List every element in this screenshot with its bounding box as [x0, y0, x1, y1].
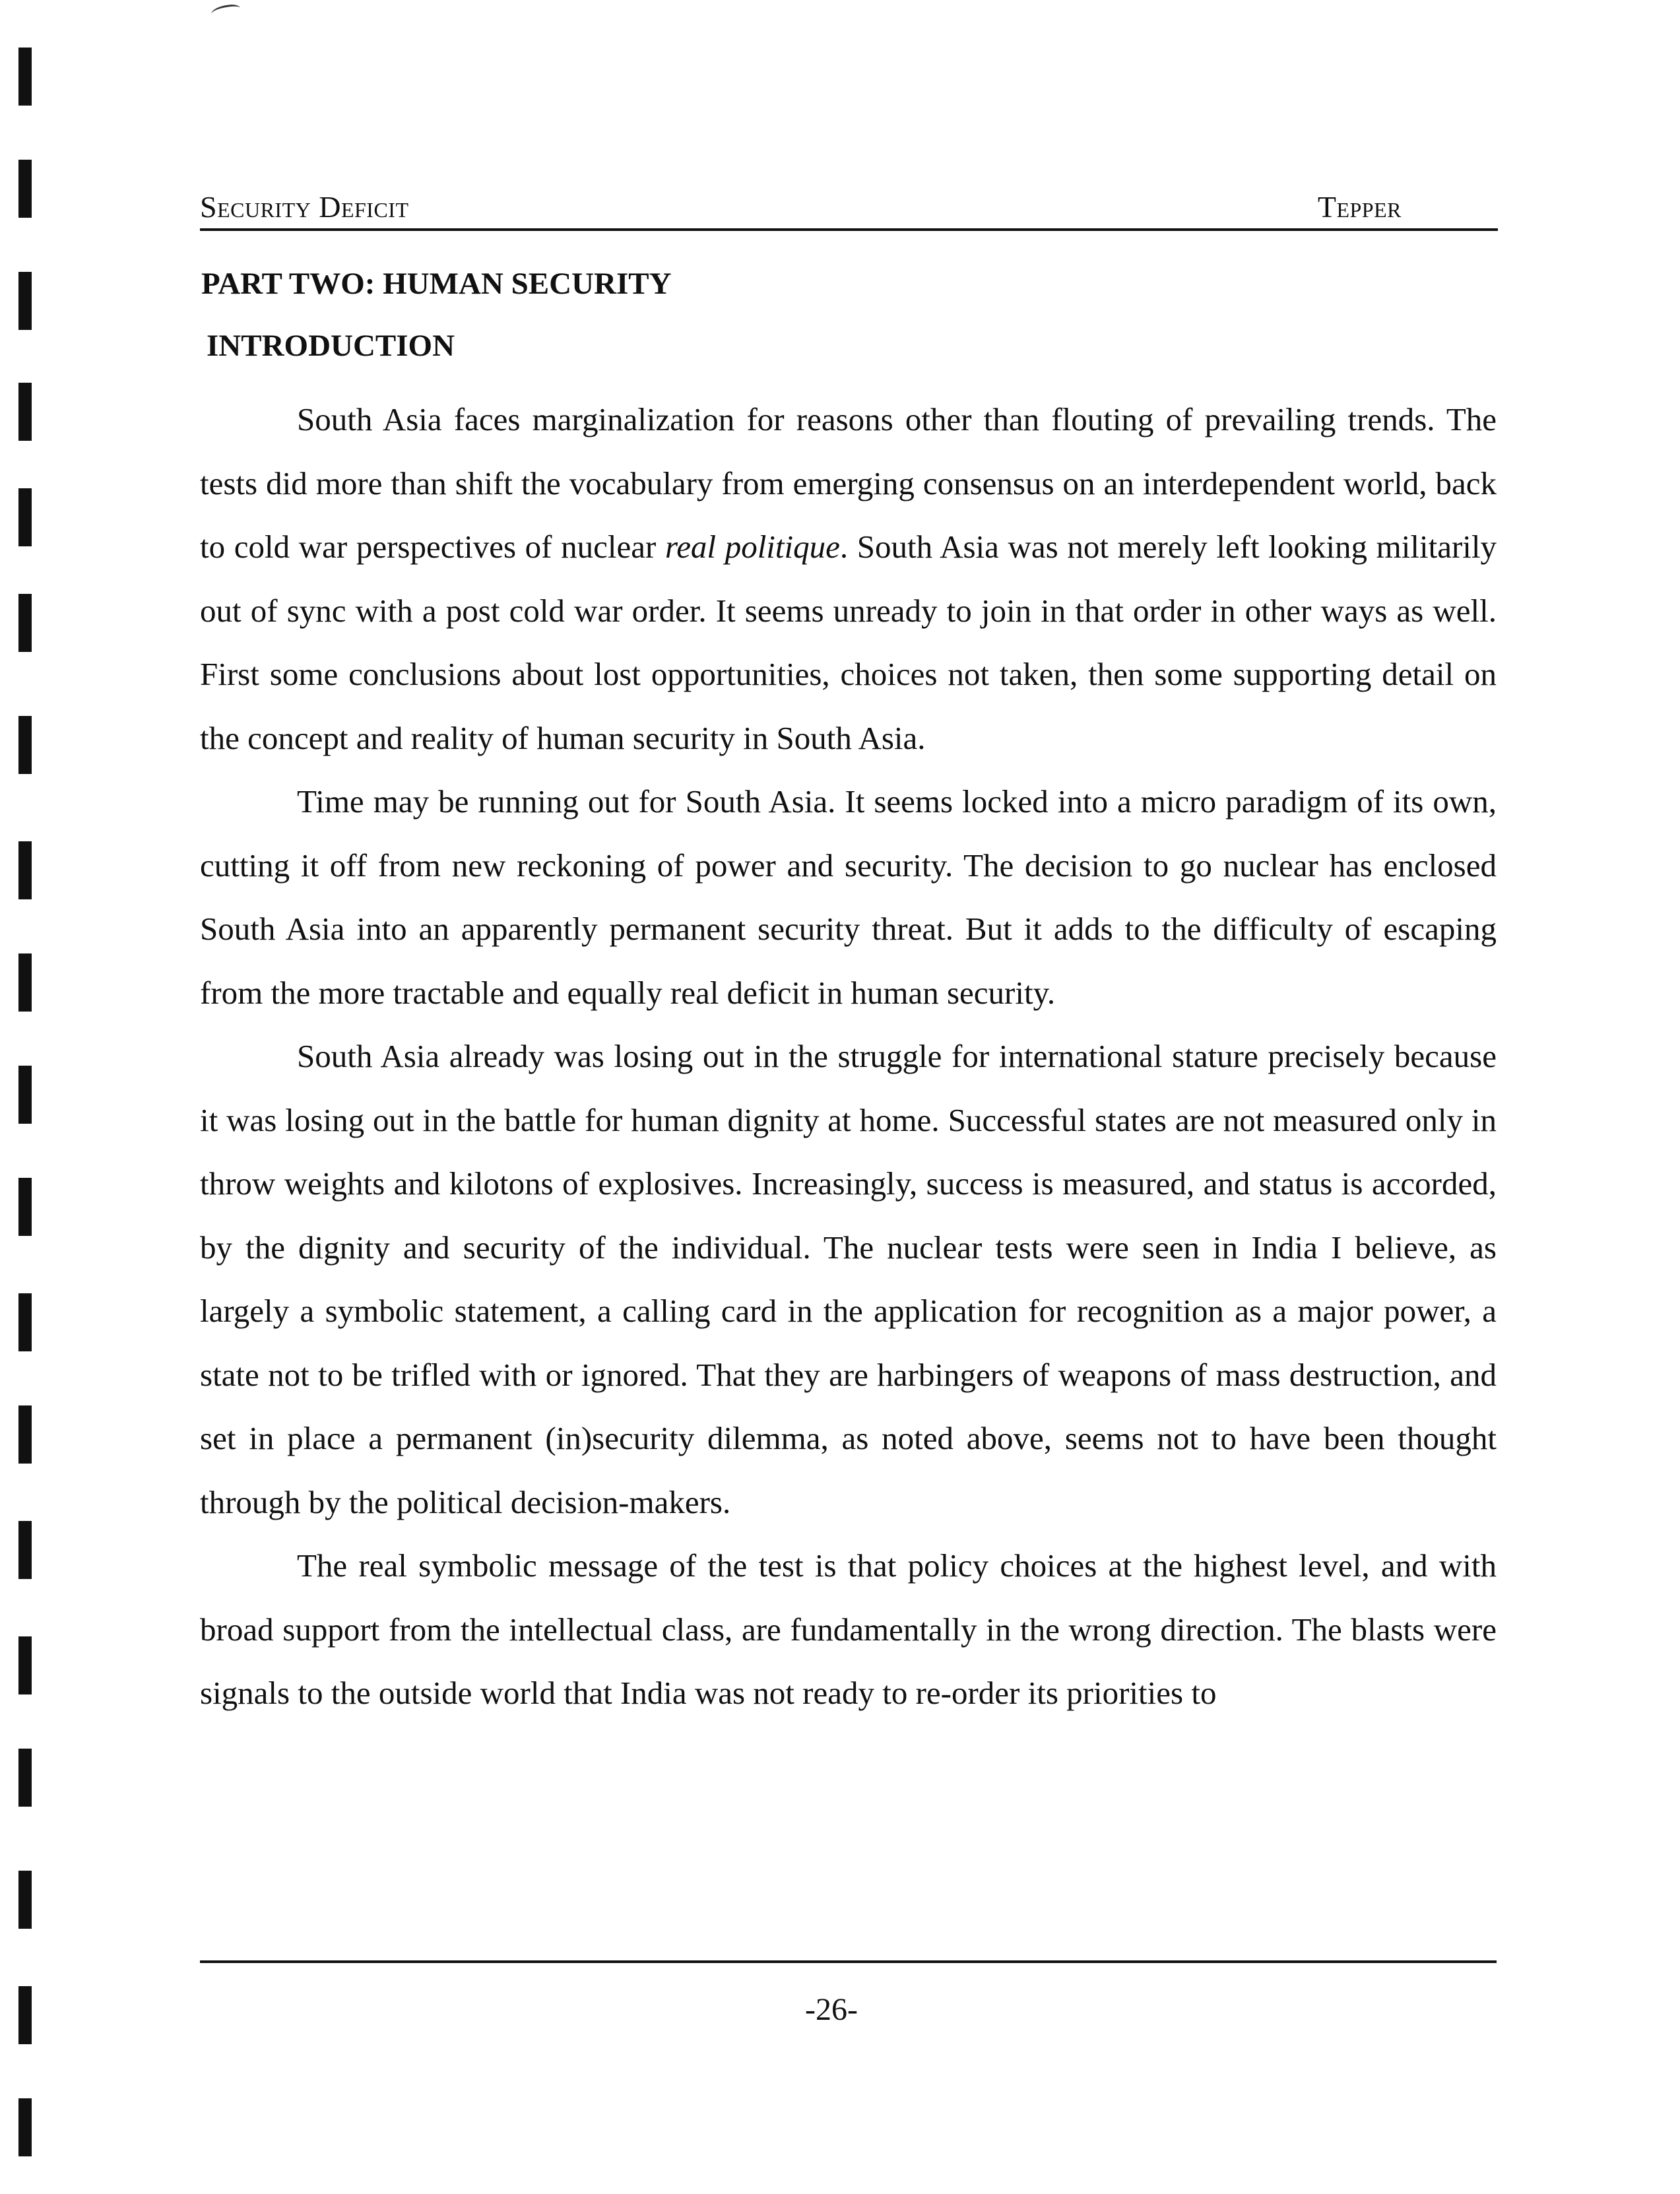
running-header [200, 190, 1498, 231]
binding-mark [18, 1178, 32, 1236]
header-author: Tepper [1317, 190, 1402, 224]
paragraph: Time may be running out for South Asia. It seems locked into a micro paradigm of its own, cutting it off from new reckoning of power and security. The decision to go nuclear has enclosed South Asia into an apparently permanent security threat. But it adds to the difficulty of escaping from the more tractable and equally real deficit in human security. [200, 783, 1497, 1011]
binding-mark [18, 841, 32, 899]
binding-mark [18, 488, 32, 546]
paragraph-text: . South Asia was not merely left looking militarily out of sync with a post cold war order. It seems unready to join in that order in other ways as well. First some conclusions about lost opportunities, choices not taken, then some supporting detail on the concept and reality of human security in South Asia. [200, 529, 1497, 756]
body-text [200, 388, 1497, 1726]
part-heading: PART TWO: HUMAN SECURITY [201, 267, 672, 301]
section-heading: INTRODUCTION [207, 329, 455, 363]
binding-mark [18, 2098, 32, 2156]
binding-mark [18, 160, 32, 218]
binding-mark [18, 383, 32, 441]
binding-mark [18, 594, 32, 652]
binding-mark [18, 1405, 32, 1464]
binding-mark [18, 1871, 32, 1929]
binding-hole-marks [18, 0, 34, 2194]
binding-mark [18, 953, 32, 1012]
paragraph [200, 388, 1497, 770]
emphasis-text: real politique [664, 529, 840, 565]
binding-mark [18, 1521, 32, 1579]
binding-mark [18, 1986, 32, 2044]
binding-mark [18, 272, 32, 330]
binding-mark [18, 1636, 32, 1694]
binding-mark [18, 1066, 32, 1124]
binding-mark [18, 48, 32, 106]
binding-mark [18, 1293, 32, 1351]
page-number: -26- [805, 1992, 858, 2027]
header-title: Security Deficit [200, 190, 409, 224]
paragraph-text: South Asia faces marginalization for reasons other than flouting of prevailing trends. The tests did more than shift the vocabulary from emerging consensus on an interdependent world, back to cold war perspectives of nuclear [200, 401, 1497, 565]
paragraph: The real symbolic message of the test is that policy choices at the highest level, and with broad support from the intellectual class, are fundamentally in the wrong direction. The blasts were signals to the outside world that India was not ready to re-order its priorities to [200, 1547, 1497, 1711]
binding-mark [18, 1749, 32, 1807]
binding-mark [18, 716, 32, 774]
paragraph: South Asia already was losing out in the struggle for international stature precisely because it was losing out in the battle for human dignity at home. Successful states are not measured only in throw weights and kilotons of explosives. Increasingly, success is measured, and status is accorded, by the dignity and security of the individual. The nuclear tests were seen in India I believe, as largely a symbolic statement, a calling card in the application for recognition as a major power, a state not to be trifled with or ignored. That they are harbingers of weapons of mass destruction, and set in place a permanent (in)security dilemma, as noted above, seems not to have been thought through by the political decision-makers. [200, 1038, 1497, 1520]
footer-rule [200, 1960, 1497, 1963]
pen-stroke-mark [210, 3, 241, 18]
